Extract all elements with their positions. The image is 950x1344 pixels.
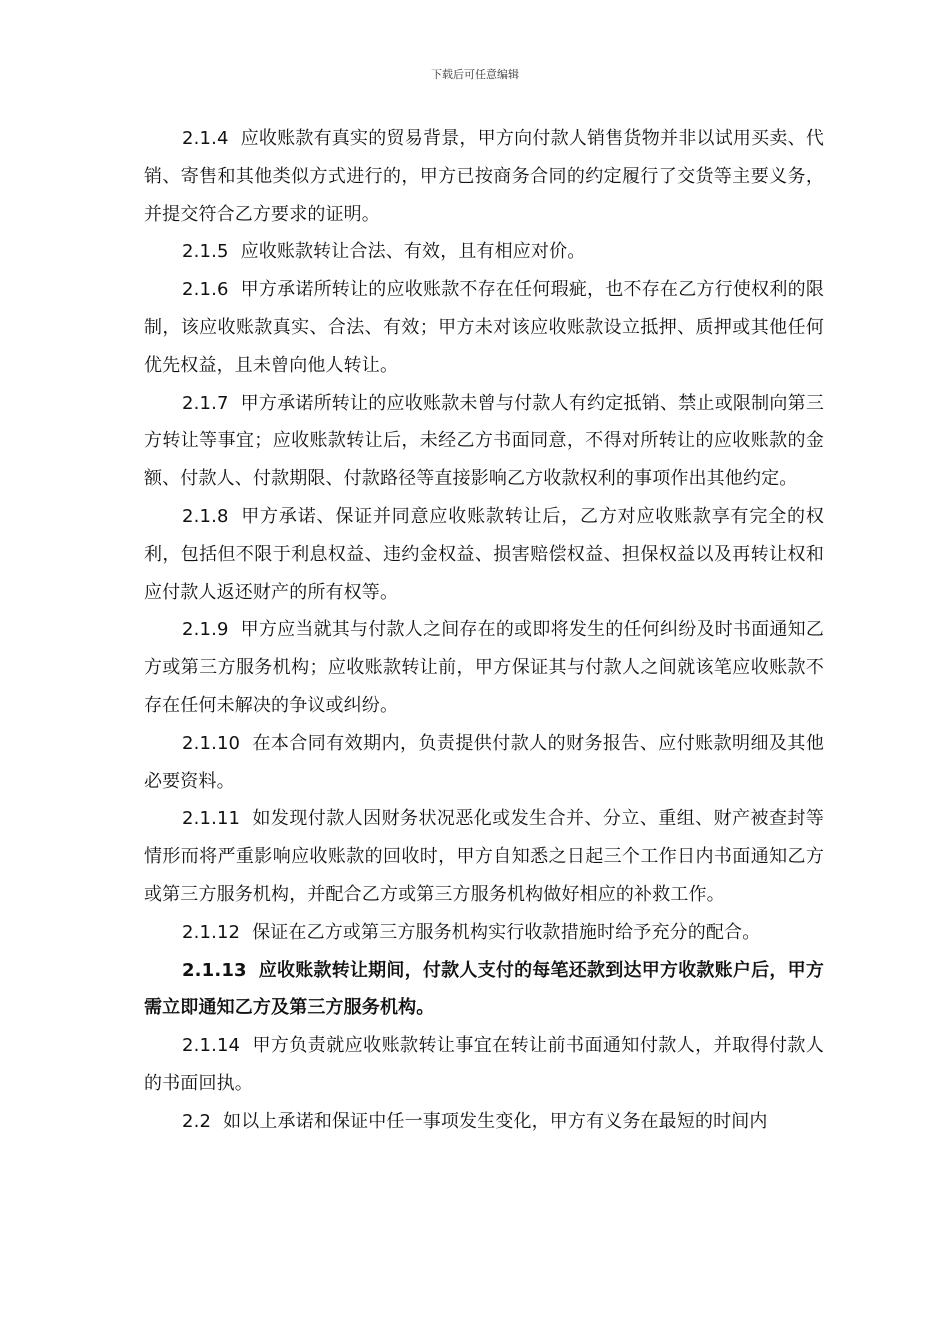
clause-number: 2.1.12 [182,921,241,943]
clause-text: 如以上承诺和保证中任一事项发生变化，甲方有义务在最短的时间内 [223,1110,768,1132]
clause-text: 甲方承诺、保证并同意应收账款转让后，乙方对应收账款享有完全的权利，包括但不限于利息权益、违约金权益、损害赔偿权益、担保权益以及再转让权和应付款人返还财产的所有权等。 [144,505,824,603]
clause-2-1-8 [144,498,824,611]
clause-number: 2.1.4 [182,128,229,149]
clause-2-1-6 [144,271,824,384]
clause-number: 2.1.11 [182,808,241,830]
clause-number: 2.1.8 [182,505,229,527]
clause-number: 2.1.9 [182,619,229,641]
clause-text: 应收账款转让合法、有效，且有相应对价。 [240,241,586,263]
clause-number: 2.1.13 [182,959,247,981]
clause-text: 甲方负责就应收账款转让事宜在转让前书面通知付款人，并取得付款人的书面回执。 [144,1035,824,1094]
clause-text: 如发现付款人因财务状况恶化或发生合并、分立、重组、财产被查封等情形而将严重影响应收账款的回收时，甲方自知悉之日起三个工作日内书面通知乙方或第三方服务机构，并配合乙方或第三方服务机构做好相应的补救工作。 [144,808,824,905]
clause-text: 应收账款有真实的贸易背景，甲方向付款人销售货物并非以试用买卖、代销、寄售和其他类似方式进行的，甲方已按商务合同的约定履行了交货等主要义务，并提交符合乙方要求的证明。 [144,128,824,225]
clause-2-1-13 [144,952,824,1028]
clause-number: 2.2 [182,1110,212,1132]
clause-number: 2.1.6 [182,279,229,301]
clause-number: 2.1.5 [182,241,229,263]
document-body [144,120,824,1141]
clause-2-1-5 [144,233,824,271]
clause-text: 在本合同有效期内，负责提供付款人的财务报告、应付账款明细及其他必要资料。 [144,732,824,792]
clause-text: 甲方承诺所转让的应收账款未曾与付款人有约定抵销、禁止或限制向第三方转让等事宜；应收账款转让后，未经乙方书面同意，不得对所转让的应收账款的金额、付款人、付款期限、付款路径等直接影响乙方收款权利的事项作出其他约定。 [144,392,824,490]
clause-2-1-4 [144,120,824,233]
clause-2-1-10 [144,725,824,801]
clause-2-1-9 [144,611,824,724]
clause-2-2 [144,1103,824,1141]
clause-number: 2.1.10 [182,732,241,754]
clause-text: 保证在乙方或第三方服务机构实行收款措施时给予充分的配合。 [252,921,761,943]
clause-2-1-11 [144,800,824,913]
page-header: 下载后可任意编辑 [431,68,519,81]
clause-number: 2.1.14 [182,1035,241,1057]
clause-2-1-7 [144,385,824,498]
clause-text: 应收账款转让期间，付款人支付的每笔还款到达甲方收款账户后，甲方需立即通知乙方及第三方服务机构。 [144,959,824,1019]
clause-2-1-14 [144,1027,824,1103]
clause-text: 甲方承诺所转让的应收账款不存在任何瑕疵，也不存在乙方行使权利的限制，该应收账款真实、合法、有效；甲方未对该应收账款设立抵押、质押或其他任何优先权益，且未曾向他人转让。 [144,279,824,376]
clause-2-1-12 [144,914,824,952]
clause-number: 2.1.7 [182,392,229,414]
clause-text: 甲方应当就其与付款人之间存在的或即将发生的任何纠纷及时书面通知乙方或第三方服务机构；应收账款转让前，甲方保证其与付款人之间就该笔应收账款不存在任何未解决的争议或纠纷。 [144,619,824,716]
